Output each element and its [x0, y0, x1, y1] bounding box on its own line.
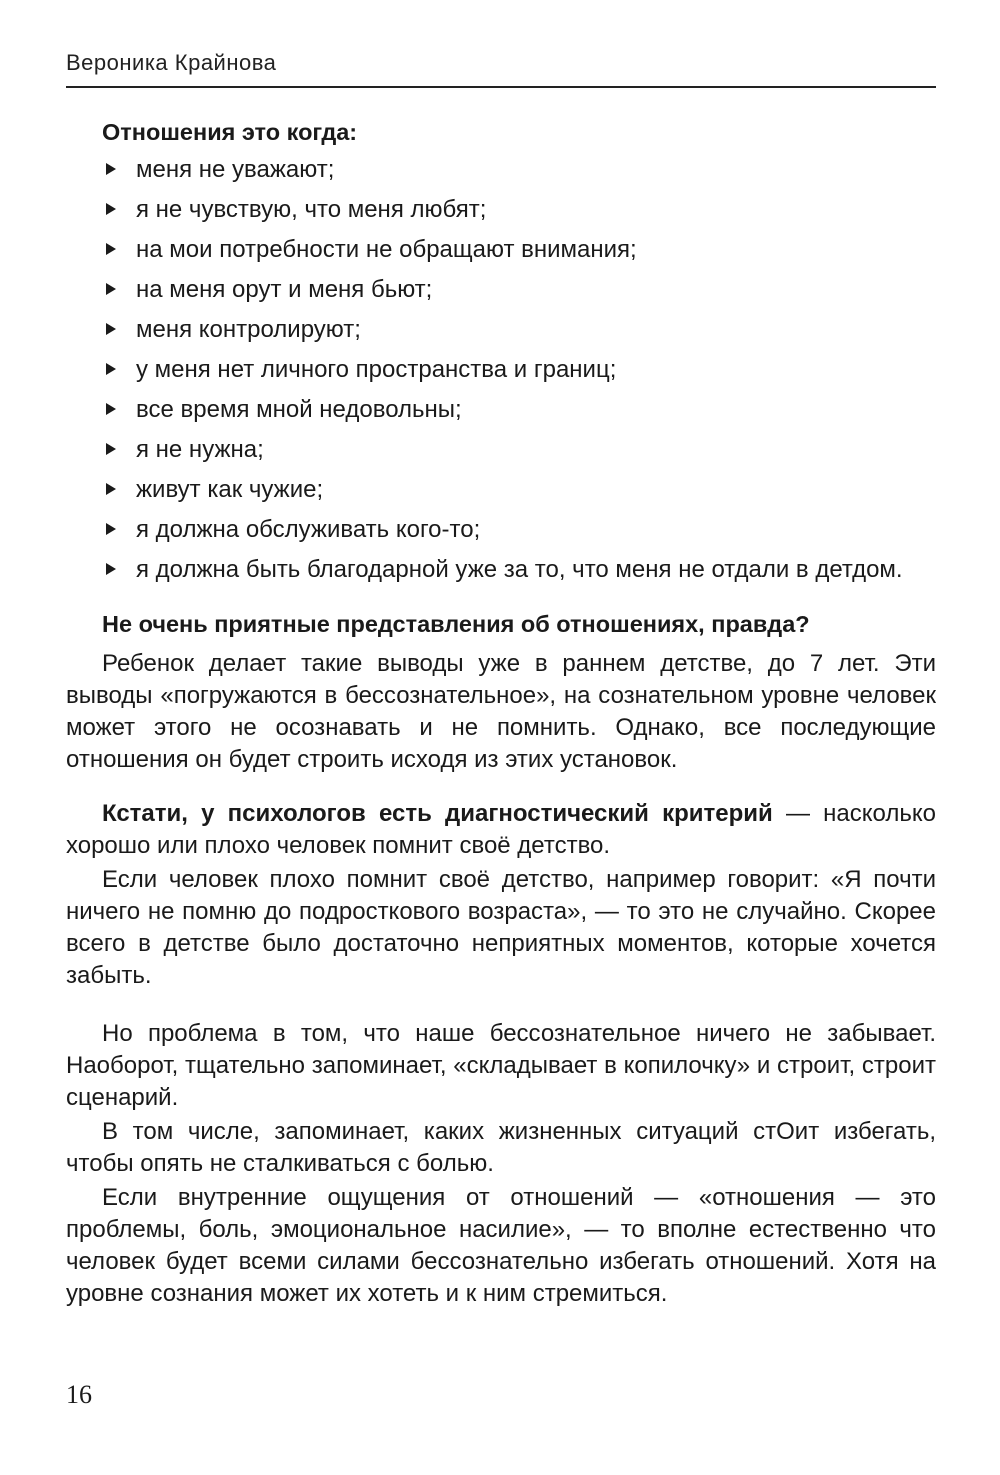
list-item-text: все время мной недовольны; — [136, 396, 462, 423]
triangle-bullet-icon — [106, 363, 116, 375]
paragraph: Если человек плохо помнит своё детство, например говорит: «Я почти ничего не помню до подросткового возраста», — то это не случайно. Скорее всего в детстве было достаточно неприятных моментов, которые хочется забыть. — [66, 866, 936, 989]
paragraph — [66, 798, 936, 862]
list-item-text: я должна обслуживать кого-то; — [136, 516, 481, 543]
triangle-bullet-icon — [106, 563, 116, 575]
list-item-text: на меня орут и меня бьют; — [136, 276, 433, 303]
list-item — [66, 234, 936, 266]
list-item-text: живут как чужие; — [136, 476, 324, 503]
list-item — [66, 194, 936, 226]
list-item-text: я не нужна; — [136, 436, 264, 463]
list-item-text: я не чувствую, что меня любят; — [136, 196, 487, 223]
paragraph: Но проблема в том, что наше бессознательное ничего не забывает. Наоборот, тщательно запоминает, «складывает в копилочку» и строит, строит сценарий. — [66, 1020, 936, 1111]
list-item — [66, 274, 936, 306]
triangle-bullet-icon — [106, 443, 116, 455]
bold-lead: Кстати, у психологов есть диагностический критерий — [102, 800, 773, 827]
list-item-text: я должна быть благодарной уже за то, что меня не отдали в детдом. — [136, 556, 903, 583]
bullet-list — [66, 154, 936, 586]
list-item — [66, 314, 936, 346]
list-heading: Отношения это когда: — [102, 119, 358, 145]
paragraph: В том числе, запоминает, каких жизненных ситуаций стОит избегать, чтобы опять не сталкиваться с болью. — [66, 1118, 936, 1177]
paragraph: Если внутренние ощущения от отношений — «отношения — это проблемы, боль, эмоциональное насилие», — то вполне естественно что человек будет всеми силами бессознательно избегать отношений. Хотя на уровне сознания может их хотеть и к ним стремиться. — [66, 1184, 936, 1307]
section-heading: Не очень приятные представления об отношениях, правда? — [102, 611, 810, 637]
paragraph-text: — насколько хорошо или плохо человек помнит своё детство. — [66, 800, 936, 859]
triangle-bullet-icon — [106, 483, 116, 495]
list-item — [66, 354, 936, 386]
paragraph: Ребенок делает такие выводы уже в раннем детстве, до 7 лет. Эти выводы «погружаются в бессознательное», на сознательном уровне человек может этого не осознавать и не помнить. Однако, все последующие отношения он будет строить исходя из этих установок. — [66, 650, 936, 773]
triangle-bullet-icon — [106, 163, 116, 175]
triangle-bullet-icon — [106, 283, 116, 295]
list-item — [66, 154, 936, 186]
list-item-text: меня контролируют; — [136, 316, 361, 343]
list-item — [66, 434, 936, 466]
triangle-bullet-icon — [106, 323, 116, 335]
running-head-author: Вероника Крайнова — [66, 50, 277, 75]
triangle-bullet-icon — [106, 203, 116, 215]
list-item — [66, 554, 936, 586]
page-content — [66, 116, 936, 1310]
triangle-bullet-icon — [106, 523, 116, 535]
list-item — [66, 514, 936, 546]
triangle-bullet-icon — [106, 403, 116, 415]
list-item-text: у меня нет личного пространства и границ; — [136, 356, 617, 383]
page-number: 16 — [66, 1380, 92, 1409]
triangle-bullet-icon — [106, 243, 116, 255]
list-item — [66, 474, 936, 506]
list-item — [66, 394, 936, 426]
list-item-text: на мои потребности не обращают внимания; — [136, 236, 637, 263]
header-rule — [66, 86, 936, 88]
list-item-text: меня не уважают; — [136, 156, 335, 183]
